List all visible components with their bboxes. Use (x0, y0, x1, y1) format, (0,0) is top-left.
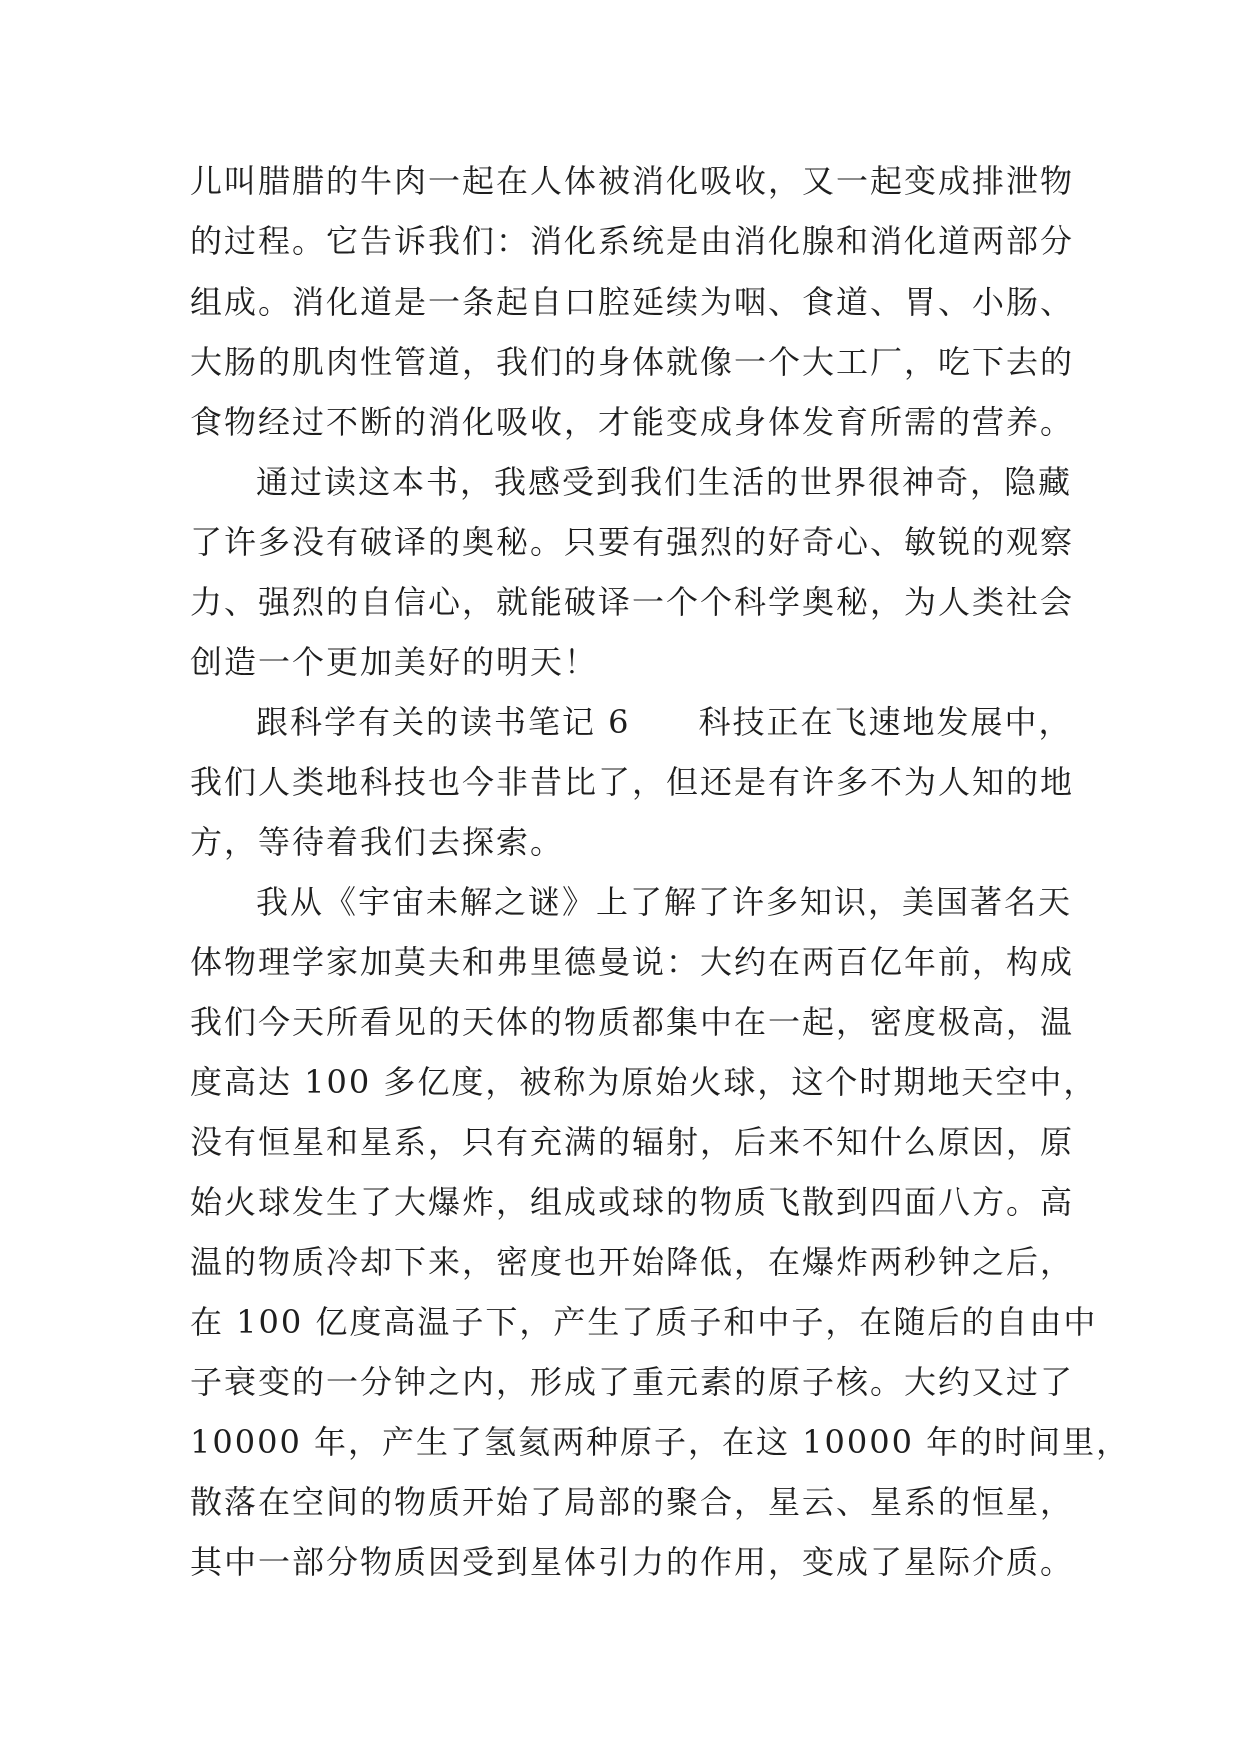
text-line: 大肠的肌肉性管道，我们的身体就像一个大工厂，吃下去的 (190, 343, 1075, 381)
text-line: 没有恒星和星系，只有充满的辐射，后来不知什么原因，原 (190, 1123, 1075, 1161)
text-line: 力、强烈的自信心，就能破译一个个科学奥秘，为人类社会 (190, 583, 1075, 621)
paragraph-start-line: 我从《宇宙未解之谜》上了解了许多知识，美国著名天 (256, 883, 1073, 921)
text-line: 方，等待着我们去探索。 (190, 823, 565, 861)
text-line: 在 100 亿度高温子下，产生了质子和中子，在随后的自由中 (190, 1303, 1098, 1341)
text-line: 始火球发生了大爆炸，组成或球的物质飞散到四面八方。高 (190, 1183, 1075, 1221)
text-line: 散落在空间的物质开始了局部的聚合，星云、星系的恒星， (190, 1483, 1075, 1521)
text-line: 组成。消化道是一条起自口腔延续为咽、食道、胃、小肠、 (190, 283, 1075, 321)
paragraph-start-line: 通过读这本书，我感受到我们生活的世界很神奇，隐藏 (256, 463, 1073, 501)
text-line: 其中一部分物质因受到星体引力的作用，变成了星际介质。 (190, 1543, 1075, 1581)
text-line: 子衰变的一分钟之内，形成了重元素的原子核。大约又过了 (190, 1363, 1075, 1401)
text-line: 我们人类地科技也今非昔比了，但还是有许多不为人知的地 (190, 763, 1075, 801)
text-line: 10000 年，产生了氢氦两种原子，在这 10000 年的时间里， (190, 1423, 1131, 1461)
text-line: 我们今天所看见的天体的物质都集中在一起，密度极高，温 (190, 1003, 1075, 1041)
text-line: 体物理学家加莫夫和弗里德曼说：大约在两百亿年前，构成 (190, 943, 1075, 981)
text-line: 的过程。它告诉我们：消化系统是由消化腺和消化道两部分 (190, 222, 1075, 260)
text-line: 创造一个更加美好的明天！ (190, 643, 599, 681)
section-heading-line: 跟科学有关的读书笔记 6 科技正在飞速地发展中， (256, 703, 1073, 741)
text-line: 儿叫腊腊的牛肉一起在人体被消化吸收，又一起变成排泄物 (190, 162, 1075, 200)
text-line: 温的物质冷却下来，密度也开始降低，在爆炸两秒钟之后， (190, 1243, 1075, 1281)
text-line: 食物经过不断的消化吸收，才能变成身体发育所需的营养。 (190, 403, 1075, 441)
text-line: 度高达 100 多亿度，被称为原始火球，这个时期地天空中， (190, 1063, 1098, 1101)
text-line: 了许多没有破译的奥秘。只要有强烈的好奇心、敏锐的观察 (190, 523, 1075, 561)
